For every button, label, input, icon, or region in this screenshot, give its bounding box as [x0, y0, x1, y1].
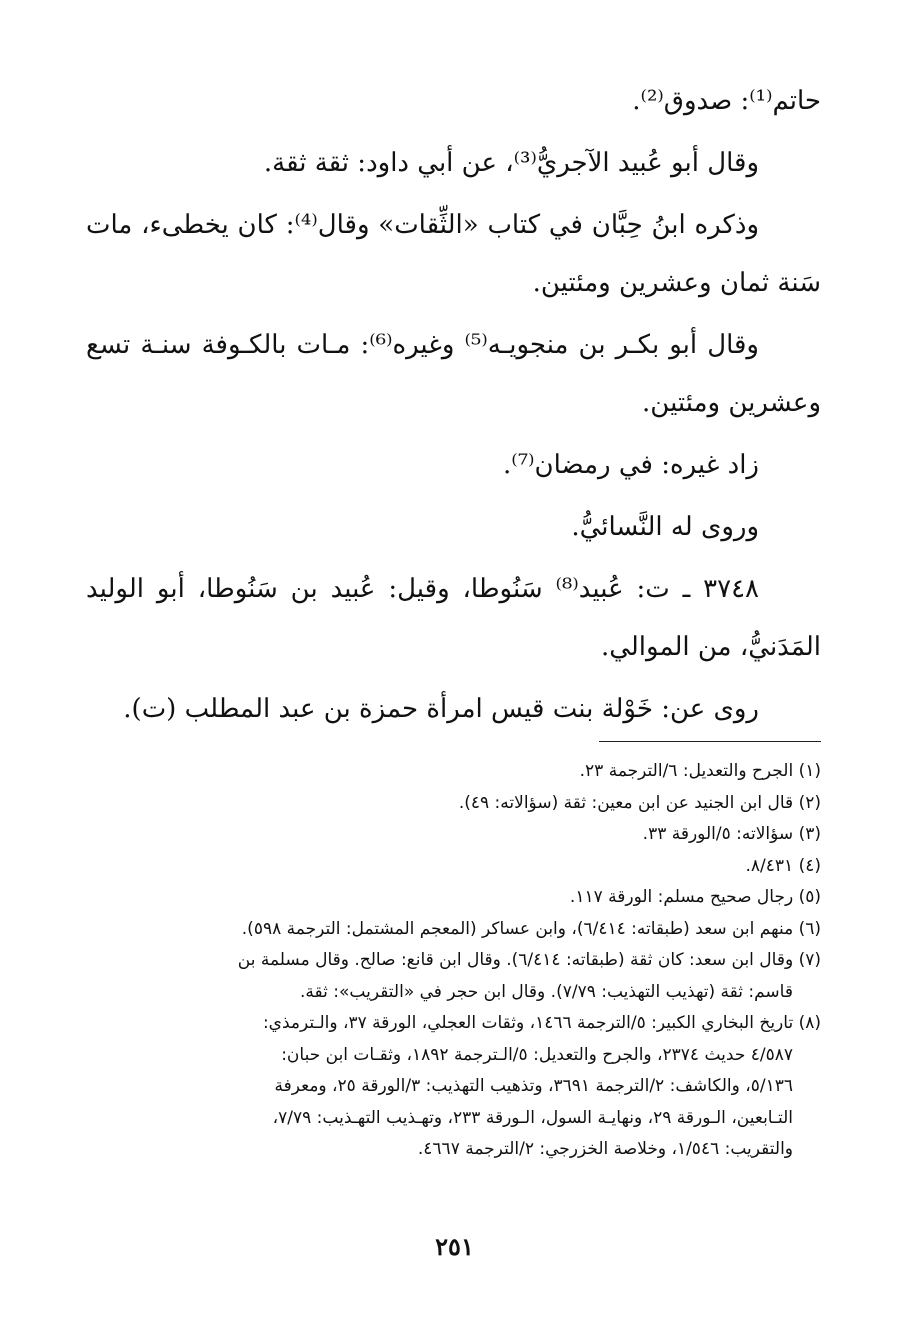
- footnote-3: [91, 819, 821, 851]
- paragraph-ajurri: وقال أبو عُبيد الآجريُّ⁽³⁾، عن أبي داود: ثقة ثقة.: [263, 148, 759, 178]
- footnote-line: ٥/١٣٦، والكاشف: ٢/الترجمة ٣٦٩١، وتذهيب التهذيب: ٣/الورقة ٢٥، ومعرفة: [274, 1076, 793, 1096]
- footnote-line: (٥) رجال صحيح مسلم: الورقة ١١٧.: [569, 887, 821, 907]
- footnote-8: [91, 1008, 821, 1166]
- paragraph-ibn-manjuwayh: وقال أبو بكـر بن منجويـه⁽⁵⁾ وغيره⁽⁶⁾: مـات بالكـوفة سنـة تسع وعشرين ومئتين.: [86, 330, 821, 418]
- footnote-line: (٣) سؤالاته: ٥/الورقة ٣٣.: [642, 824, 821, 844]
- footnotes: [91, 756, 821, 1166]
- paragraph-nasai: وروى له النَّسائيُّ.: [571, 512, 759, 542]
- paragraph-continuation: حاتم⁽¹⁾: صدوق⁽²⁾.: [632, 86, 821, 116]
- footnote-6: [91, 914, 821, 946]
- footnote-2: [91, 788, 821, 820]
- footnote-line: (٧) وقال ابن سعد: كان ثقة (طبقاته: ٦/٤١٤). وقال ابن قانع: صالح. وقال مسلمة بن: [237, 950, 821, 970]
- paragraph-ibn-hibban: وذكره ابنُ حِبَّان في كتاب «الثِّقات» وقال⁽⁴⁾: كان يخطىء، مات سَنة ثمان وعشرين ومئتين.: [86, 210, 821, 298]
- footnote-line: ٤/٥٨٧ حديث ٢٣٧٤، والجرح والتعديل: ٥/الـترجمة ١٨٩٢، وثقـات ابن حبان:: [281, 1044, 793, 1065]
- footnote-4: [91, 851, 821, 883]
- footnote-line: (٤) ٨/٤٣١.: [745, 855, 821, 876]
- footnote-line: والتقريب: ١/٥٤٦، وخلاصة الخزرجي: ٢/الترجمة ٤٦٦٧.: [417, 1139, 793, 1159]
- footnote-line: (٦) منهم ابن سعد (طبقاته: ٦/٤١٤)، وابن عساكر (المعجم المشتمل: الترجمة ٥٩٨).: [241, 918, 821, 939]
- page-number: ٢٥١: [435, 1232, 474, 1261]
- main-text: [86, 72, 821, 742]
- footnote-line: (٢) قال ابن الجنيد عن ابن معين: ثقة (سؤالاته: ٤٩).: [458, 792, 821, 813]
- paragraph-narrated-from: روى عن: خَوْلة بنت قيس امرأة حمزة بن عبد المطلب (ت).: [123, 694, 759, 724]
- entry-heading: ٣٧٤٨ ـ ت: عُبيد⁽⁸⁾ سَنُوطا، وقيل: عُبيد بن سَنُوطا، أبو الوليد المَدَنيُّ، من الموالي.: [86, 574, 821, 662]
- footnote-5: [91, 882, 821, 914]
- footnote-line: (١) الجرح والتعديل: ٦/الترجمة ٢٣.: [579, 761, 821, 781]
- footnote-line: (٨) تاريخ البخاري الكبير: ٥/الترجمة ١٤٦٦، وثقات العجلي، الورقة ٣٧، والـترمذي:: [262, 1013, 821, 1033]
- footnote-7: [91, 945, 821, 1008]
- paragraph-ramadan: زاد غيره: في رمضان⁽⁷⁾.: [503, 450, 759, 480]
- footnote-1: [91, 756, 821, 788]
- footnote-line: التـابعين، الـورقة ٢٩، ونهايـة السول، الـورقة ٢٣٣، وتهـذيب التهـذيب: ٧/٧٩،: [272, 1107, 793, 1128]
- footnote-line: قاسم: ثقة (تهذيب التهذيب: ٧/٧٩). وقال ابن حجر في «التقريب»: ثقة.: [300, 981, 793, 1002]
- footnote-divider: [599, 741, 821, 742]
